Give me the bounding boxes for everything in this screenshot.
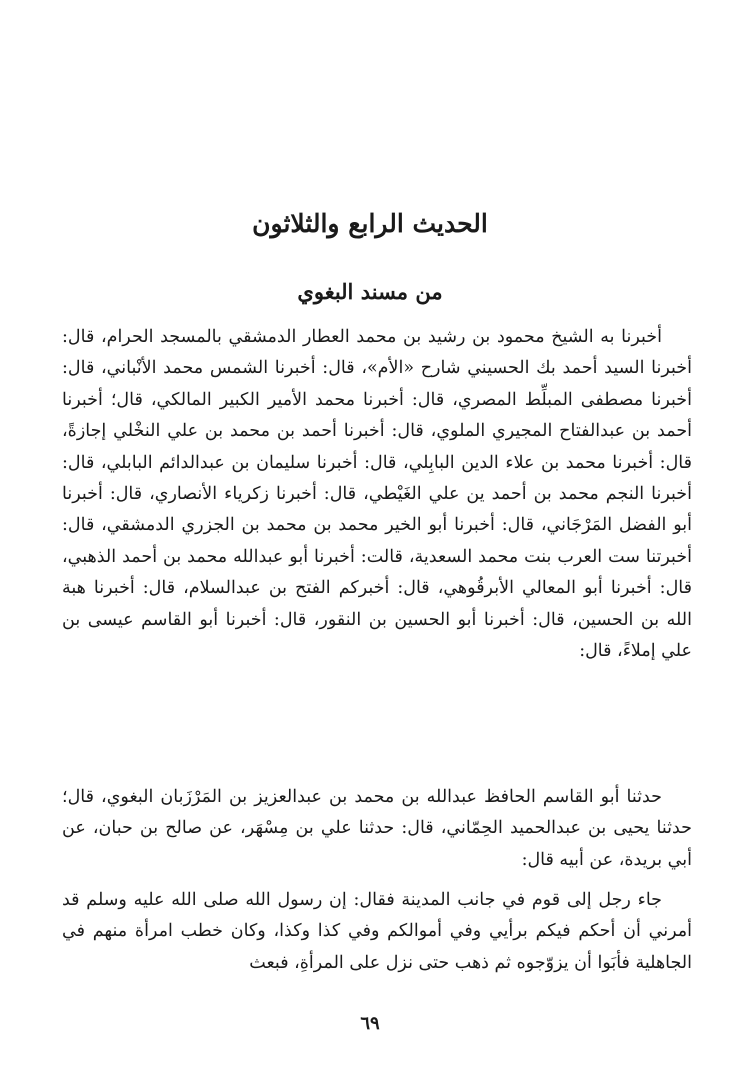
hadith-text-paragraph: جاء رجل إلى قوم في جانب المدينة فقال: إن رسول الله صلى الله عليه وسلم قد أمرني أن أحكم فيكم برأيي وفي أموالكم وفي كذا وكذا، وكان خطب امرأة منهم في الجاهلية فأبَوا أن يزوّجوه ثم ذهب حتى نزل على المرأةِ، فبعث: [62, 890, 692, 973]
isnad-paragraph: أخبرنا به الشيخ محمود بن رشيد بن محمد العطار الدمشقي بالمسجد الحرام، قال: أخبرنا السيد أحمد بك الحسيني شارح «الأم»، قال: أخبرنا الشمس محمد الأنْباني، قال: أخبرنا مصطفى المبلِّط المصري، قال: أخبرنا محمد الأمير الكبير المالكي، قال؛ أخبرنا أحمد بن عبدالفتاح المجيري الملوي، قال: أخبرنا أحمد بن محمد بن علي النخْلي إجازةً، قال: أخبرنا محمد بن علاء الدين البابِلي، قال: أخبرنا سليمان بن عبدالدائم البابلي، قال: أخبرنا النجم محمد بن أحمد ين علي الغَيْطي، قال: أخبرنا زكرياء الأنصاري، قال: أخبرنا أبو الفضل المَرْجَاني، قال: أخبرنا أبو الخير محمد بن محمد بن الجزري الدمشقي، قال: أخبرتنا ست العرب بنت محمد السعدية، قالت: أخبرنا أبو عبدالله محمد بن أحمد الذهبي، قال: أخبرنا أبو المعالي الأبرقُوهي، قال: أخبركم الفتح بن عبدالسلام، قال: أخبرنا هبة الله بن الحسين، قال: أخبرنا أبو الحسين بن النقور، قال: أخبرنا أبو القاسم عيسى بن علي إملاءً، قال:: [62, 327, 692, 662]
chapter-title: الحديث الرابع والثلاثون: [252, 209, 488, 238]
narration-chain-paragraph: حدثنا أبو القاسم الحافظ عبدالله بن محمد بن عبدالعزيز بن المَرْزَبان البغوي، قال؛ حدثنا يحيى بن عبدالحميد الحِمّاني، قال: حدثنا علي بن مِسْهَر، عن صالح بن حبان، عن أبي بريدة، عن أبيه قال:: [62, 787, 692, 870]
page-number: ٦٩: [360, 1013, 380, 1034]
chapter-subtitle: من مسند البغوي: [297, 279, 443, 304]
